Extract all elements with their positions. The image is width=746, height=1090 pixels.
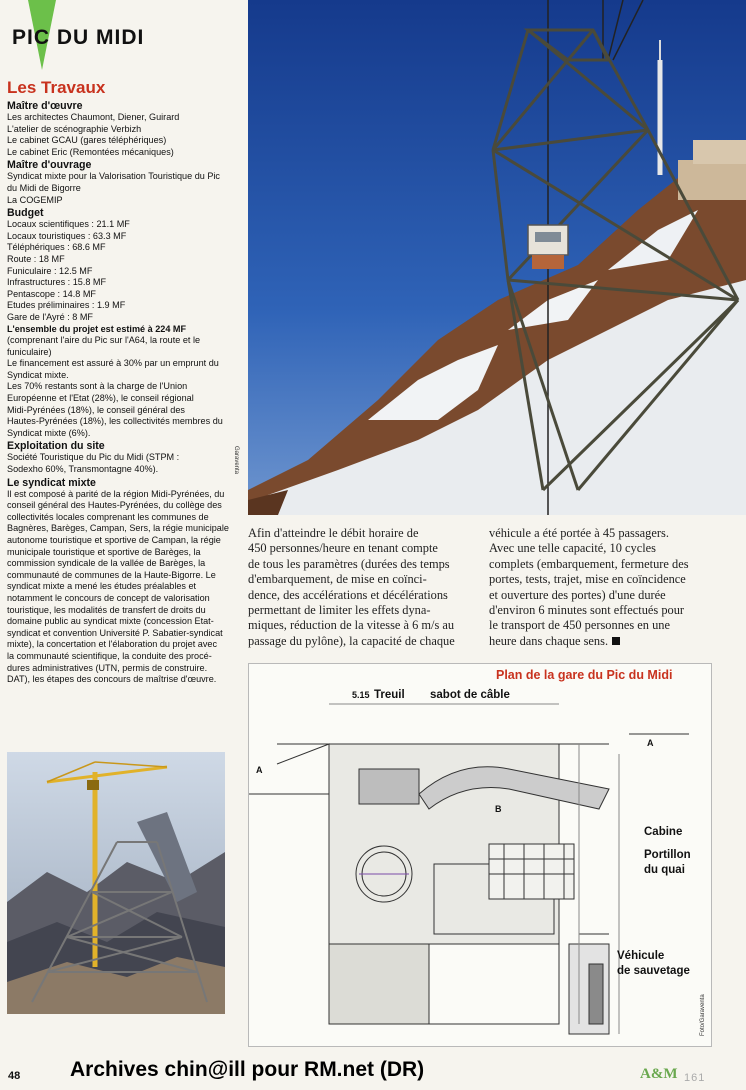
text-line: L'atelier de scénographie Verbizh	[7, 123, 142, 134]
magazine-logo: A&M	[640, 1066, 678, 1082]
plan-label-portillon: Portillon	[644, 849, 691, 861]
text-line: syndicat mixte a mené les études préalables et	[7, 581, 197, 592]
photo-credit: Garaventa	[233, 446, 239, 475]
magazine-issue-number: 161	[684, 1072, 706, 1084]
budget-line: Locaux touristiques : 63.3 MF	[7, 230, 127, 241]
plan-label-a-right: A	[647, 738, 654, 748]
text-line: Les architectes Chaumont, Diener, Guirard	[7, 112, 180, 122]
plan-label-a-left: A	[256, 765, 263, 775]
heading-maitre-oeuvre: Maître d'œuvre	[7, 100, 83, 112]
text-line: collectivités locales comprenant les communes de	[7, 511, 209, 522]
archive-caption: Archives chin@ill pour RM.net (DR)	[70, 1058, 425, 1081]
heading-maitre-ouvrage: Maître d'ouvrage	[7, 159, 92, 172]
text-line: commission syndicale de la vallée de Barèges, la	[7, 558, 206, 569]
pylon-photo	[248, 0, 746, 515]
plan-label-vehicule-sauvetage: de sauvetage	[617, 965, 690, 977]
text-line: Le cabinet GCAU (gares téléphériques)	[7, 135, 167, 146]
body-line: permettant de limiter les effets dyna-	[248, 603, 431, 618]
text-line: conseil général des Hautes-Pyrénées, du collège des	[7, 500, 222, 511]
budget-line: Funiculaire : 12.5 MF	[7, 265, 93, 276]
text-line: (comprenant l'aire du Pic sur l'A64, la route et le	[7, 335, 201, 346]
text-line: communauté de communes de la Haute-Bigorre. Le	[7, 569, 216, 580]
plan-label-vehicule: Véhicule	[617, 950, 665, 962]
section-title: Les Travaux	[7, 78, 106, 97]
body-text-column-2	[489, 526, 711, 649]
text-line: la communauté scientifique, la conduite des procé-	[7, 650, 212, 661]
body-line: portes, tests, trajet, mise en coïncidence	[489, 572, 686, 587]
plan-label-treuil-number: 5.15	[352, 690, 370, 700]
budget-line: Pentascope : 14.8 MF	[7, 288, 96, 299]
text-line: syndicat et convention Université P. Sabatier-syndicat	[7, 627, 223, 638]
body-line: Afin d'atteindre le débit horaire de	[248, 526, 419, 540]
body-line: complets (embarquement, fermeture des	[489, 556, 689, 571]
body-line	[489, 634, 711, 649]
text-line: dures administratives (UTN, permis de construire.	[7, 662, 208, 673]
text-line: DAT), les étapes des concours de maîtrise d'œuvre.	[7, 674, 217, 685]
text-line: Société Touristique du Pic du Midi (STPM :	[7, 452, 180, 463]
body-line-text: heure dans chaque sens.	[489, 633, 609, 648]
budget-line: Infrastructures : 15.8 MF	[7, 277, 107, 288]
body-line: passage du pylône), la capacité de chaque	[248, 633, 455, 648]
plan-label-treuil: Treuil	[374, 689, 405, 701]
text-line: du Midi de Bigorre	[7, 182, 81, 193]
body-line: de tous les paramètres (durées des temps	[248, 556, 450, 571]
budget-line: Route : 18 MF	[7, 253, 65, 264]
plan-label-cabine: Cabine	[644, 826, 683, 838]
body-line: et ouverture des portes) d'une durée	[489, 587, 666, 602]
body-line: 450 personnes/heure en tenant compte	[248, 541, 438, 556]
body-line: Avec une telle capacité, 10 cycles	[489, 541, 656, 556]
text-line: funiculaire)	[7, 346, 52, 357]
body-line: dence, des accélérations et décélérations	[248, 587, 448, 602]
text-line: Européenne et l'Etat (28%), le conseil régional	[7, 393, 194, 404]
plan-title: Plan de la gare du Pic du Midi	[496, 668, 673, 682]
page-title: PIC DU MIDI	[12, 26, 145, 49]
body-text-column-1	[248, 526, 470, 649]
budget-line: Etudes préliminaires : 1.9 MF	[7, 300, 126, 311]
budget-line: Téléphériques : 68.6 MF	[7, 242, 106, 253]
heading-syndicat: Le syndicat mixte	[7, 476, 96, 489]
heading-exploitation: Exploitation du site	[7, 440, 105, 453]
text-line: Syndicat mixte.	[7, 369, 69, 380]
text-line: municipale touristique et sportive de Barèges, la	[7, 546, 201, 557]
body-line: d'environ 6 minutes sont effectués pour	[489, 603, 685, 618]
plan-label-portillon-quai: du quai	[644, 864, 685, 876]
text-line: Le financement est assuré à 30% par un emprunt du	[7, 358, 219, 369]
plan-credit: Foto/Garaventa	[700, 994, 706, 1036]
body-line: miques, réduction de la vitesse à 6 m/s au	[248, 618, 455, 633]
station-plan-diagram	[248, 663, 712, 1047]
end-of-article-square-icon	[612, 637, 620, 645]
construction-photo	[7, 752, 225, 1014]
text-line: Le cabinet Eric (Remontées mécaniques)	[7, 146, 174, 157]
text-line: Sodexho 60%, Transmontagne 40%).	[7, 464, 159, 475]
text-line: La COGEMIP	[7, 194, 63, 205]
text-line: Syndicat mixte (6%).	[7, 427, 91, 438]
text-line: Syndicat mixte pour la Valorisation Touristique du Pic	[7, 171, 220, 182]
text-line: Les 70% restants sont à la charge de l'Union	[7, 381, 188, 392]
page-number: 48	[8, 1070, 21, 1082]
text-line: domaine public au syndicat mixte (concession Etat-	[7, 616, 214, 627]
plan-label-sabot: sabot de câble	[430, 689, 510, 701]
text-line: Bagnères, Barèges, Campan, Sers, la régie municipale	[7, 523, 229, 534]
text-line: Midi-Pyrénées (18%), le conseil général des	[7, 404, 185, 415]
budget-line: Gare de l'Ayré : 8 MF	[7, 311, 93, 322]
text-line: mixte), la concertation et l'élaboration du projet avec	[7, 639, 217, 650]
text-line: Il est composé à parité de la région Midi-Pyrénées, du	[7, 488, 225, 499]
text-line: Hautes-Pyrénées (18%), les collectivités membres du	[7, 416, 223, 427]
budget-total: L'ensemble du projet est estimé à 224 MF	[7, 323, 187, 334]
text-line: notamment le concours de concept de valorisation	[7, 592, 210, 603]
body-line: d'embarquement, de mise en coïnci-	[248, 572, 427, 587]
text-line: touristique, les modalités de transfert de droits du	[7, 604, 206, 615]
heading-budget: Budget	[7, 207, 44, 220]
budget-line: Locaux scientifiques : 21.1 MF	[7, 219, 130, 230]
left-column	[7, 78, 239, 686]
plan-label-b: B	[495, 804, 502, 814]
text-line: autonome touristique et sportive de Campan, la régie	[7, 535, 221, 545]
body-line: véhicule a été portée à 45 passagers.	[489, 526, 669, 540]
body-line: le transport de 450 personnes en une	[489, 618, 670, 633]
